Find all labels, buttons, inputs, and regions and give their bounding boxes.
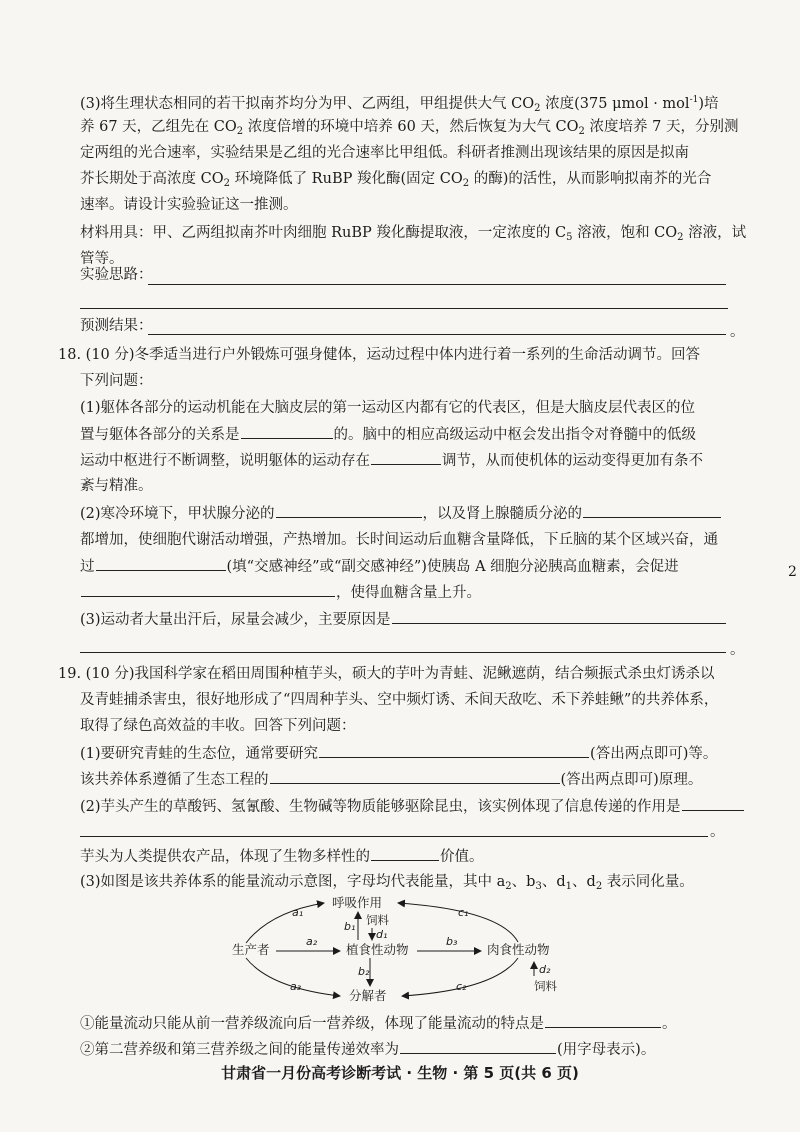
q19-stem-line3: 取得了绿色高效益的丰收。回答下列问题： xyxy=(80,718,356,734)
label-b3: b₃ xyxy=(446,935,458,948)
q18-p1-line1: (1)躯体各部分的运动机能在大脑皮层的第一运动区内都有它的代表区，但是大脑皮层代表区的位 xyxy=(80,400,696,416)
node-producer: 生产者 xyxy=(232,942,270,957)
side-mark: 2 xyxy=(788,564,797,580)
q19-p3-line1: (3)如图是该共养体系的能量流动示意图，字母均代表能量，其中 $a_2$、$b_3$、$d_1$、$d_2$ 表示同化量。 xyxy=(80,874,694,892)
q17-materials-line1: 材料用具：甲、乙两组拟南芥叶肉细胞 RuBP 羧化酶提取液，一定浓度的 $C_5$ 溶液，饱和 $CO_2$ 溶液，试 xyxy=(80,225,747,243)
q18-p1-line3: 运动中枢进行不断调整，说明躯体的运动存在 调节，从而使机体的运动变得更加有条不 xyxy=(80,450,703,471)
label-b1: b₁ xyxy=(344,920,356,933)
q18-p1-line4: 紊与精准。 xyxy=(80,478,153,494)
q19-p1-line1: (1)要研究青蛙的生态位，通常要研究 (答出两点即可)等。 xyxy=(80,743,717,764)
q19-stem-line2: 及青蛙捕杀害虫，很好地形成了“四周种芋头、空中频灯诱、禾间天敌吃、禾下养蛙鳅”的共养体系， xyxy=(80,692,719,708)
node-feed-1: 饲料 xyxy=(366,913,389,927)
q17-p3-line5: 速率。请设计实验验证这一推测。 xyxy=(80,197,298,213)
q17-idea-label: 实验思路： xyxy=(80,267,153,283)
q18-p1-line2: 置与躯体各部分的关系是 的。脑中的相应高级运动中枢会发出指令对脊髓中的低级 xyxy=(80,424,696,445)
q17-result-label: 预测结果： xyxy=(80,318,153,334)
q18-p2-line4: ，使得血糖含量上升。 xyxy=(80,582,481,603)
node-respiration: 呼吸作用 xyxy=(332,895,383,910)
page-footer: 甘肃省一月份高考诊断考试 · 生物 · 第 5 页(共 6 页) xyxy=(221,1064,579,1082)
node-decomposer: 分解者 xyxy=(349,988,387,1003)
label-b2: b₂ xyxy=(358,965,370,978)
q18-stem-line2: 下列问题： xyxy=(80,373,153,389)
q19-p2-line1: (2)芋头产生的草酸钙、氢氰酸、生物碱等物质能够驱除昆虫，该实例体现了信息传递的作用是 xyxy=(80,796,745,817)
q19-p3-sub2: ②第二营养级和第三营养级之间的能量传递效率为 (用字母表示)。 xyxy=(80,1039,655,1060)
q19-p2-line3: 芋头为人类提供农产品，体现了生物多样性的 价值。 xyxy=(80,846,484,867)
node-herbivore: 植食性动物 xyxy=(346,942,409,957)
label-a3: a₃ xyxy=(290,980,302,993)
q17-p3-line4: 芥长期处于高浓度 $CO_2$ 环境降低了 RuBP 羧化酶(固定 $CO_2$ 的酶)的活性，从而影响拟南芥的光合 xyxy=(80,171,712,189)
q18-p2-line3: 过 (填“交感神经”或“副交感神经”)使胰岛 A 细胞分泌胰高血糖素，会促进 xyxy=(80,556,679,577)
label-a2: a₂ xyxy=(306,935,318,948)
label-a1: a₁ xyxy=(292,906,304,919)
label-d1: d₁ xyxy=(376,928,388,941)
q17-materials-line2: 管等。 xyxy=(80,251,124,267)
q19-stem-line1: 19. (10 分)我国科学家在稻田周围种植芋头，硕大的芋叶为青蛙、泥鳅遮荫，结合频振式杀虫灯诱杀以 xyxy=(58,666,715,682)
q18-p3-period: 。 xyxy=(730,642,745,658)
label-d2: d₂ xyxy=(539,963,551,976)
node-carnivore: 肉食性动物 xyxy=(487,942,550,957)
q19-p1-line2: 该共养体系遵循了生态工程的 (答出两点即可)原理。 xyxy=(80,769,702,790)
label-c1: c₁ xyxy=(458,906,469,919)
q18-stem-line1: 18. (10 分)冬季适当进行户外锻炼可强身健体，运动过程中体内进行着一系列的生命活动调节。回答 xyxy=(58,347,701,363)
node-feed-2: 饲料 xyxy=(534,979,557,993)
q19-p2-period: 。 xyxy=(710,824,725,840)
label-c2: c₂ xyxy=(456,980,467,993)
q19-p3-blank1[interactable] xyxy=(545,1013,661,1028)
q19-p3-blank2[interactable] xyxy=(400,1039,556,1054)
q18-p2-line1: (2)寒冷环境下，甲状腺分泌的 ，以及肾上腺髓质分泌的 xyxy=(80,503,722,524)
q18-p2-line2: 都增加，使细胞代谢活动增强，产热增加。长时间运动后血糖含量降低，下丘脑的某个区域兴奋，通 xyxy=(80,532,718,548)
q17-p3-line2: 养 67 天，乙组先在 $CO_2$ 浓度倍增的环境中培养 60 天，然后恢复为大气 $CO_2$ 浓度培养 7 天，分别测 xyxy=(80,119,739,137)
q18-p3-line1: (3)运动者大量出汗后，尿量会减少，主要原因是 xyxy=(80,609,727,630)
q17-p3-line1: (3)将生理状态相同的若干拟南芥均分为甲、乙两组，甲组提供大气 $CO_2$ 浓度(375 μmol · mol$^{-1}$)培 xyxy=(80,95,719,114)
q17-p3-line3: 定两组的光合速率，实验结果是乙组的光合速率比甲组低。科研者推测出现该结果的原因是拟南 xyxy=(80,145,689,161)
q17-result-period: 。 xyxy=(730,324,745,340)
q19-p3-sub1: ①能量流动只能从前一营养级流向后一营养级，体现了能量流动的特点是 。 xyxy=(80,1013,677,1034)
